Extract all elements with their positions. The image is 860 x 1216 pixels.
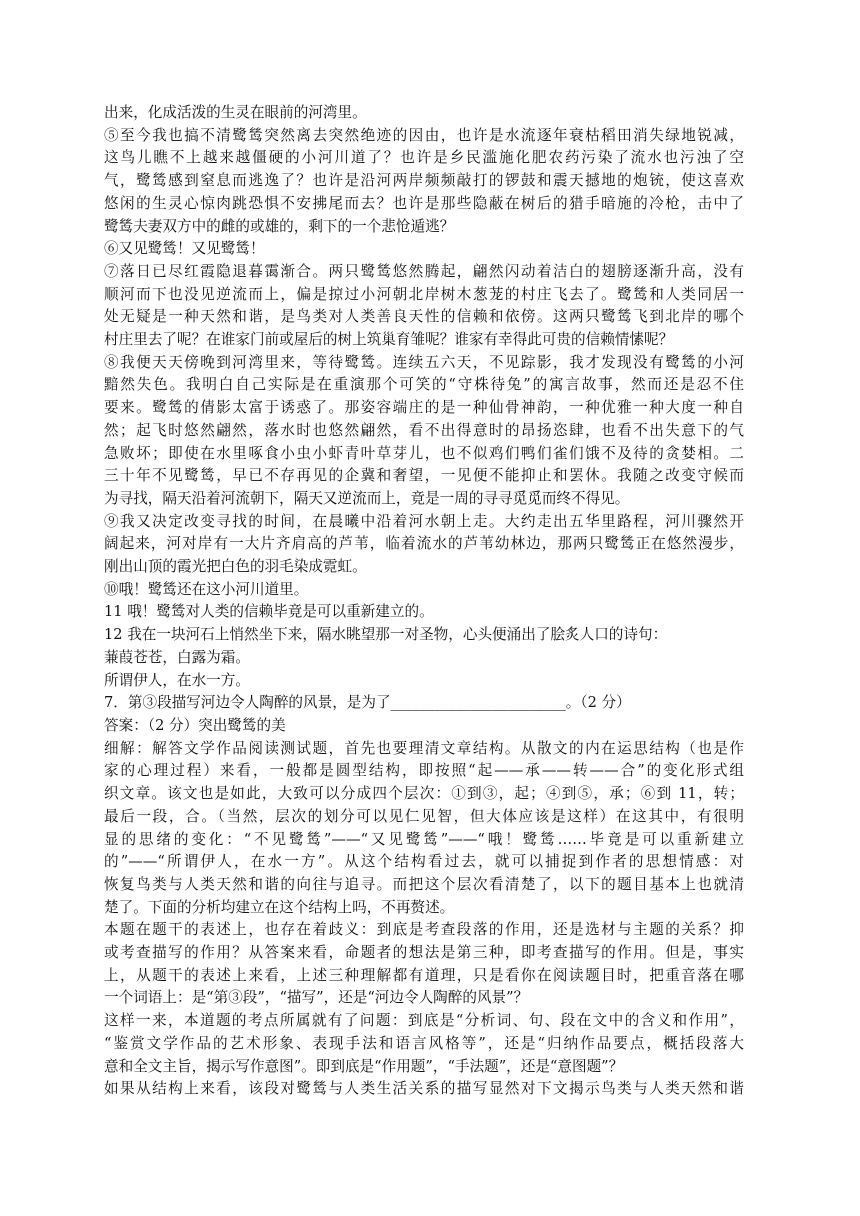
text-line: 处无疑是一种天然和谐，是鸟类对人类善良天性的信赖和依傍。这两只鹭鸶飞到北岸的哪个	[104, 308, 744, 326]
text-line: ⑥又见鹭鸶！又见鹭鸶！	[104, 240, 265, 258]
text-line: 这样一来，本道题的考点所属就有了问题：到底是“分析词、句、段在文中的含义和作用”，	[104, 1012, 744, 1030]
text-line: 的”——“所谓伊人，在水一方”。从这个结构看过去，就可以捕捉到作者的思想情感：对	[104, 853, 744, 871]
text-line: 气，鹭鸶感到窒息而逃逸了？也许是沿河两岸频频敲打的锣鼓和震天撼地的炮铳，使这喜欢	[104, 172, 744, 190]
text-line: 本题在题干的表述上，也存在着歧义：到底是考查段落的作用，还是选材与主题的关系？抑	[104, 921, 744, 939]
text-line: 楚了。下面的分析均建立在这个结构上吗，不再赘述。	[104, 898, 455, 916]
text-line: 所谓伊人，在水一方。	[104, 671, 250, 689]
text-line: 阔起来，河对岸有一大片齐肩高的芦苇，临着流水的芦苇幼林边，那两只鹭鸶正在悠然漫步，	[104, 535, 744, 553]
text-line: 刚出山顶的霞光把白色的羽毛染成霓虹。	[104, 558, 367, 576]
text-line: 要来。鹭鸶的倩影太富于诱惑了。那姿容端庄的是一种仙骨神韵，一种优雅一种大度一种自	[104, 399, 744, 417]
text-line: 12 我在一块河石上悄然坐下来，隔水眺望那一对圣物，心头便涌出了脍炙人口的诗句：	[104, 626, 668, 644]
text-line: 或考查描写的作用？从答案来看，命题者的想法是第三种，即考查描写的作用。但是，事实	[104, 944, 744, 962]
text-line: 三十年不见鹭鸶，早已不存再见的企冀和奢望，一见便不能抑止和罢休。我随之改变守候而	[104, 467, 744, 485]
text-line: 如果从结构上来看，该段对鹭鸶与人类生活关系的描写显然对下文揭示鸟类与人类天然和谐	[104, 1080, 744, 1098]
text-line: 细解：解答文学作品阅读测试题，首先也要理清文章结构。从散文的内在运思结构（也是作	[104, 739, 744, 757]
text-line: ⑤至今我也搞不清鹭鸶突然离去突然绝迹的因由，也许是水流逐年衰枯稻田消失绿地锐减，	[104, 126, 744, 144]
text-line: ⑦落日已尽红霞隐退暮霭渐合。两只鹭鸶悠然腾起，翩然闪动着洁白的翅膀逐渐升高，没有	[104, 262, 744, 280]
text-line: 家的心理过程）来看，一般都是圆型结构，即按照“起——承——转——合”的变化形式组	[104, 762, 744, 780]
document-body	[104, 102, 744, 1101]
text-line: ⑧我便天天傍晚到河湾里来，等待鹭鸶。连续五六天，不见踪影，我才发现没有鹭鸶的小河	[104, 353, 744, 371]
text-line: 出来，化成活泼的生灵在眼前的河湾里。	[104, 104, 367, 121]
text-line: 急败坏；即使在水里啄食小虫小虾青叶草芽儿，也不似鸡们鸭们雀们饿不及待的贪婪相。二	[104, 444, 744, 462]
text-line: 蒹葭苍苍，白露为霜。	[104, 648, 250, 666]
text-line: 一个词语上：是“第③段”，“描写”，还是“河边令人陶醉的风景”？	[104, 989, 529, 1007]
text-line: 为寻找，隔天沿着河流朝下，隔天又逆流而上，竟是一周的寻寻觅觅而终不得见。	[104, 489, 630, 507]
text-line: ⑨我又决定改变寻找的时间，在晨曦中沿着河水朝上走。大约走出五华里路程，河川骤然开	[104, 512, 744, 530]
text-line: 鹭鸶夫妻双方中的雌的或雄的，剩下的一个悲怆遁逃？	[104, 217, 455, 235]
text-line: 意和全文主旨，揭示写作意图”。即到底是“作用题”，“手法题”，还是“意图题”？	[104, 1057, 624, 1075]
text-line: 恢复鸟类与人类天然和谐的向往与追寻。而把这个层次看清楚了，以下的题目基本上也就清	[104, 875, 744, 893]
text-line: 织文章。该文也是如此，大致可以分成四个层次：①到③，起；④到⑤，承；⑥到 11，转；	[104, 785, 744, 803]
text-line: 悠闲的生灵心惊肉跳恐惧不安拂尾而去？也许是那些隐蔽在树后的猎手暗施的冷枪，击中了	[104, 194, 744, 212]
text-line: ⑩哦！鹭鸶还在这小河川道里。	[104, 580, 309, 598]
text-line: 最后一段，合。（当然，层次的划分可以见仁见智，但大体应该是这样）在这其中，有很明	[104, 807, 744, 825]
text-line: “鉴赏文学作品的艺术形象、表现手法和语言风格等”，还是“归纳作品要点，概括段落大	[104, 1034, 744, 1052]
text-line: 显的思绪的变化：“不见鹭鸶”——“又见鹭鸶”——“哦！鹭鸶……毕竟是可以重新建立	[104, 830, 744, 848]
text-line: 答案：（2 分）突出鹭鸶的美	[104, 716, 286, 734]
text-line: 然；起飞时悠然翩然，落水时也悠然翩然，看不出得意时的昂扬恣肆，也看不出失意下的气	[104, 421, 744, 439]
text-line: 7．第③段描写河边令人陶醉的风景，是为了________________________。（2 分）	[104, 694, 631, 712]
text-line: 11 哦！鹭鸶对人类的信赖毕竟是可以重新建立的。	[104, 603, 434, 621]
text-line: 黯然失色。我明白自己实际是在重演那个可笑的“守株待兔”的寓言故事，然而还是忍不住	[104, 376, 744, 394]
text-line: 这鸟儿瞧不上越来越僵硬的小河川道了？也许是乡民滥施化肥农药污染了流水也污浊了空	[104, 149, 744, 167]
text-line: 顺河而下也没见逆流而上，偏是掠过小河朝北岸树木葱茏的村庄飞去了。鹭鸶和人类同居一	[104, 285, 744, 303]
text-line: 村庄里去了呢？在谁家门前或屋后的树上筑巢育雏呢？谁家有幸得此可贵的信赖情愫呢？	[104, 331, 674, 349]
text-line: 上，从题干的表述上来看，上述三种理解都有道理，只是看你在阅读题目时，把重音落在哪	[104, 966, 744, 984]
